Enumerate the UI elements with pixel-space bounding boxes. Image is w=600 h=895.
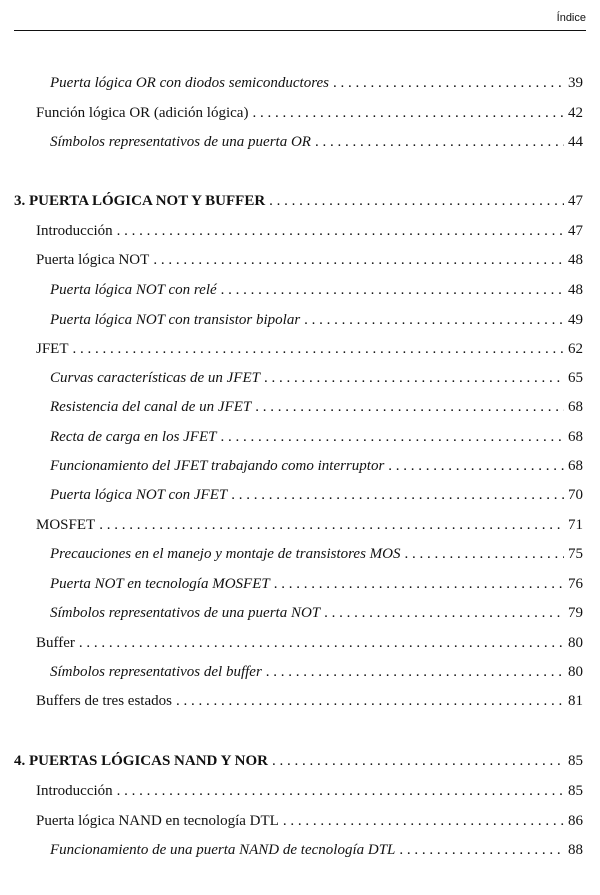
toc-entry [36, 251, 583, 269]
toc-entry-page: 80 [568, 635, 583, 651]
toc-entry-label: Funcionamiento de una puerta NAND de tecnología DTL [50, 842, 396, 858]
toc-entry [50, 545, 583, 563]
toc-entry-label: Puerta lógica NAND en tecnología DTL [36, 813, 279, 829]
dot-leader [176, 692, 564, 710]
toc-entry [50, 74, 583, 92]
toc-entry-page: 47 [568, 193, 583, 209]
toc-entry-label: Puerta NOT en tecnología MOSFET [50, 576, 270, 592]
toc-entry [50, 604, 583, 622]
toc-entry-page: 76 [568, 576, 583, 592]
toc-entry [36, 340, 583, 358]
toc-entry-page: 86 [568, 813, 583, 829]
toc-entry-label: 3. PUERTA LÓGICA NOT Y BUFFER [14, 193, 266, 209]
toc-entry-label: Recta de carga en los JFET [50, 429, 217, 445]
toc-entry-label: Símbolos representativos de una puerta NOT [50, 605, 321, 621]
dot-leader [117, 782, 564, 800]
toc-entry-page: 44 [568, 134, 583, 150]
toc-entry-label: Precauciones en el manejo y montaje de transistores MOS [50, 546, 401, 562]
toc-entry [50, 369, 583, 387]
toc-entry [50, 428, 583, 446]
toc-chapter-entry [14, 752, 583, 770]
toc-entry-label: Puerta lógica NOT con JFET [50, 487, 228, 503]
dot-leader [269, 192, 564, 210]
dot-leader [117, 222, 564, 240]
dot-leader [399, 841, 564, 859]
dot-leader [274, 575, 564, 593]
toc-entry [36, 104, 583, 122]
toc-entry-label: Buffers de tres estados [36, 693, 172, 709]
toc-entry [50, 457, 583, 475]
toc-entry-page: 65 [568, 370, 583, 386]
toc-entry-page: 68 [568, 458, 583, 474]
toc-entry-label: Buffer [36, 635, 75, 651]
toc-entry-page: 79 [568, 605, 583, 621]
toc-entry-page: 62 [568, 341, 583, 357]
dot-leader [255, 398, 564, 416]
toc-entry-page: 71 [568, 517, 583, 533]
toc-chapter-entry [14, 192, 583, 210]
toc-entry-page: 42 [568, 105, 583, 121]
dot-leader [221, 281, 564, 299]
toc-entry-page: 68 [568, 399, 583, 415]
dot-leader [333, 74, 564, 92]
toc-entry-label: Introducción [36, 783, 113, 799]
toc-entry-page: 39 [568, 75, 583, 91]
toc-entry [50, 663, 583, 681]
toc-entry-label: Puerta lógica NOT con relé [50, 282, 217, 298]
toc-entry-label: MOSFET [36, 517, 96, 533]
dot-leader [264, 369, 564, 387]
toc-entry-label: Puerta lógica OR con diodos semiconductores [50, 75, 329, 91]
toc-entry-page: 80 [568, 664, 583, 680]
dot-leader [324, 604, 564, 622]
toc-entry-label: Función lógica OR (adición lógica) [36, 105, 249, 121]
dot-leader [99, 516, 564, 534]
toc-entry-label: Introducción [36, 223, 113, 239]
dot-leader [315, 133, 564, 151]
toc-entry-label: Resistencia del canal de un JFET [50, 399, 252, 415]
toc-entry-page: 75 [568, 546, 583, 562]
toc-entry-label: Símbolos representativos del buffer [50, 664, 262, 680]
toc-entry-label: Puerta lógica NOT con transistor bipolar [50, 312, 301, 328]
toc-entry [36, 812, 583, 830]
dot-leader [231, 486, 564, 504]
toc-entry [50, 575, 583, 593]
toc-entry [36, 782, 583, 800]
dot-leader [252, 104, 564, 122]
toc-entry [36, 222, 583, 240]
dot-leader [266, 663, 564, 681]
toc-entry-label: Funcionamiento del JFET trabajando como interruptor [50, 458, 385, 474]
toc-entry [36, 692, 583, 710]
toc-entry-page: 81 [568, 693, 583, 709]
header-rule [14, 30, 586, 31]
toc-entry [50, 133, 583, 151]
toc-entry-page: 47 [568, 223, 583, 239]
toc-entry-label: JFET [36, 341, 69, 357]
dot-leader [388, 457, 564, 475]
toc-entry-label: Curvas características de un JFET [50, 370, 260, 386]
toc-entry [50, 281, 583, 299]
dot-leader [404, 545, 564, 563]
dot-leader [272, 752, 564, 770]
dot-leader [283, 812, 564, 830]
toc-entry-label: Símbolos representativos de una puerta OR [50, 134, 311, 150]
toc-entry-label: Puerta lógica NOT [36, 252, 150, 268]
toc-entry-page: 85 [568, 783, 583, 799]
toc-entry-page: 49 [568, 312, 583, 328]
toc-entry-page: 85 [568, 753, 583, 769]
dot-leader [220, 428, 564, 446]
toc-entry-page: 48 [568, 252, 583, 268]
toc-entry [50, 486, 583, 504]
dot-leader [73, 340, 564, 358]
toc-entry [36, 634, 583, 652]
toc-entry-page: 88 [568, 842, 583, 858]
toc-entry-page: 68 [568, 429, 583, 445]
toc-entry-label: 4. PUERTAS LÓGICAS NAND Y NOR [14, 753, 268, 769]
dot-leader [304, 311, 564, 329]
toc-entry-page: 70 [568, 487, 583, 503]
toc-entry [36, 516, 583, 534]
dot-leader [79, 634, 564, 652]
toc-entry [50, 311, 583, 329]
toc-entry [50, 398, 583, 416]
toc-entry-page: 48 [568, 282, 583, 298]
running-head-title: Índice [556, 12, 586, 24]
toc-entry [50, 841, 583, 859]
dot-leader [153, 251, 564, 269]
